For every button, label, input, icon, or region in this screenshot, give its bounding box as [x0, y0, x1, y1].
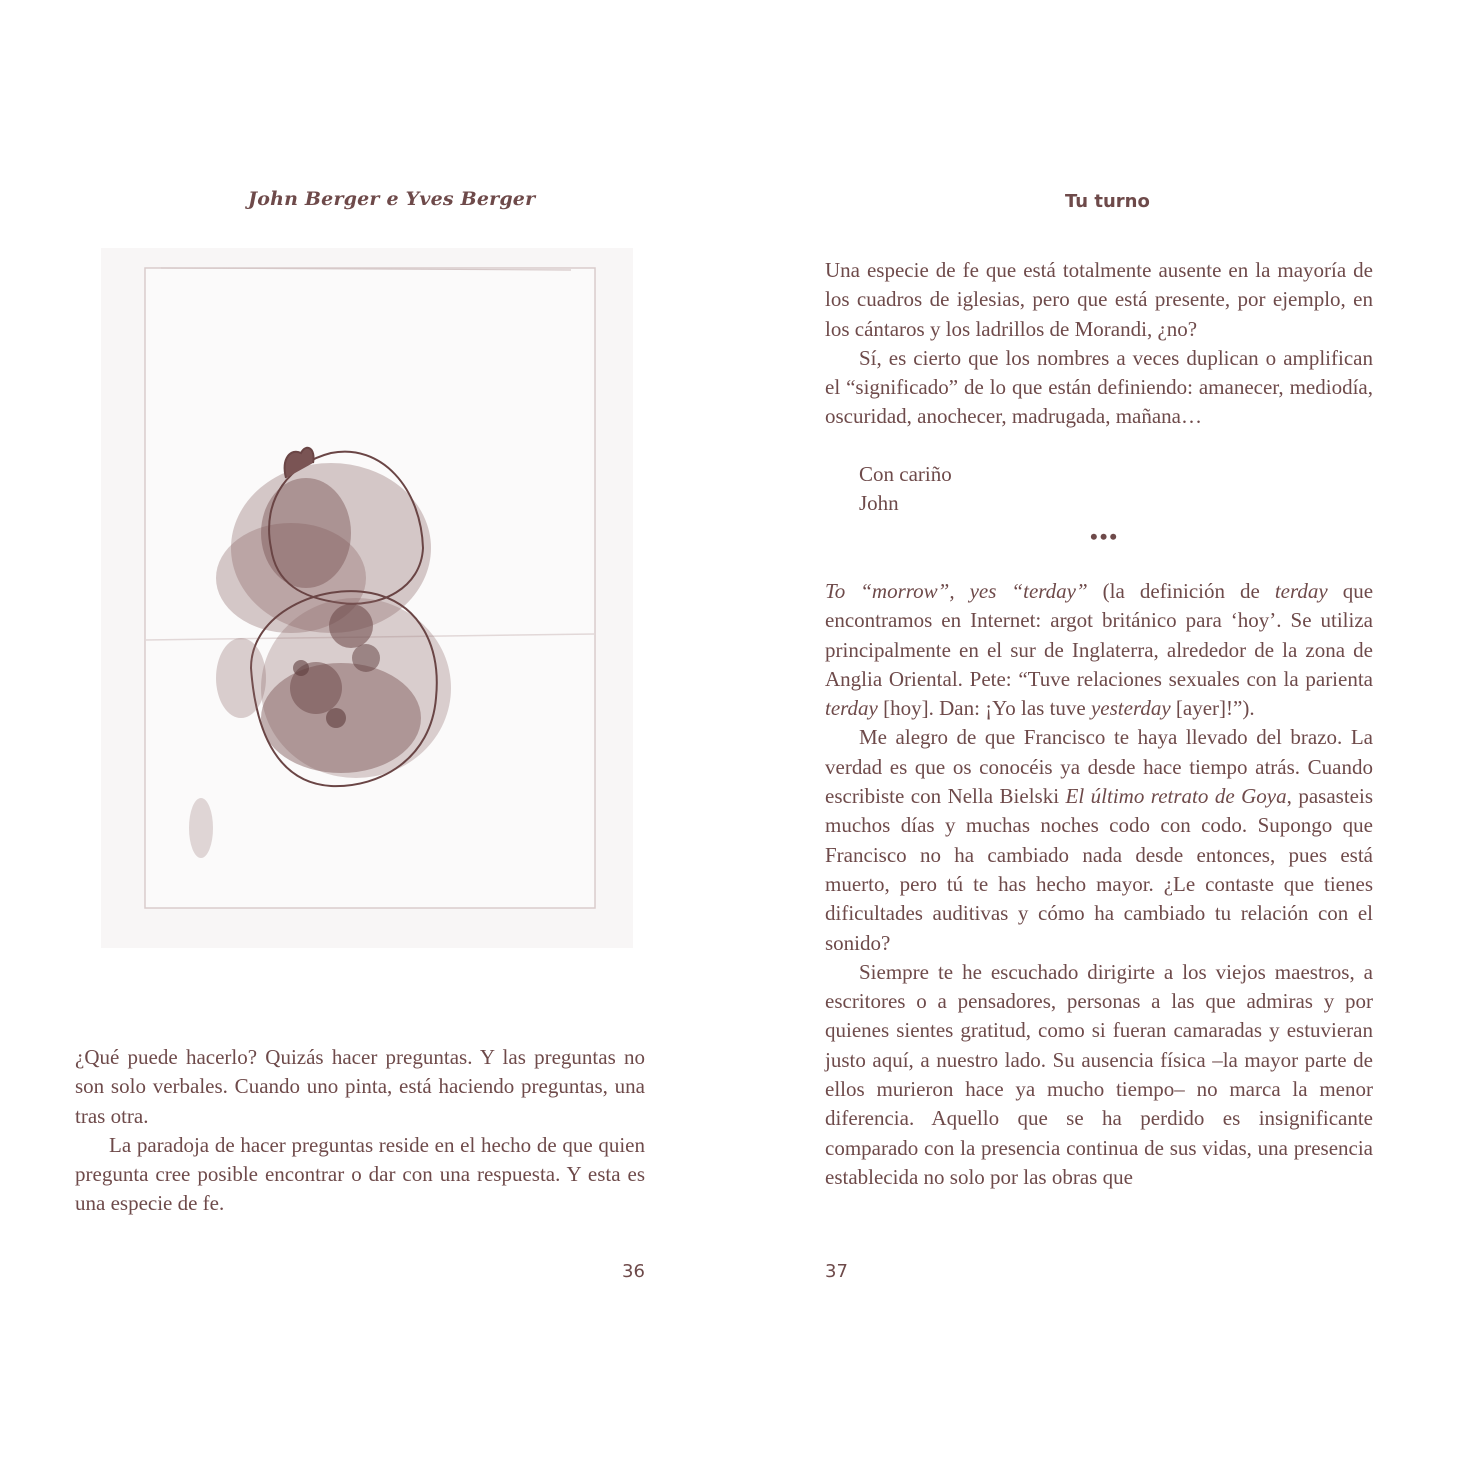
running-head-title: Tu turno [1065, 191, 1150, 212]
letter-signoff [859, 460, 952, 519]
italic-phrase: To “morrow”, yes “terday” [825, 579, 1088, 603]
text-run: [hoy]. Dan: ¡Yo las tuve [877, 696, 1091, 721]
italic-word: yesterday [1090, 696, 1171, 721]
page-number-left: 36 [622, 1261, 645, 1282]
left-paragraph-2: La paradoja de hacer preguntas reside en el hecho de que quien pregunta cree posible encontrar o dar con una respuesta. Y esta es una especie de fe. [75, 1132, 645, 1216]
right-paragraph-1: Una especie de fe que está totalmente ausente en la mayoría de los cuadros de iglesias, pero que está presente, por ejemplo, en los cántaros y los ladrillos de Morandi, ¿no? [825, 258, 1373, 341]
book-title: El último retrato de Goya [1065, 784, 1287, 809]
right-paragraph-4 [825, 723, 1373, 957]
right-body-text-bottom [825, 577, 1373, 1192]
right-paragraph-5: Siempre te he escuchado dirigirte a los viejos maestros, a escritores o a pensadores, personas a las que admiras y por quienes sientes gratitud, como si fueran camaradas y estuvieran justo aquí, a nuestro lado. Su ausencia física –la mayor parte de ellos murieron hace ya mucho tiempo– no marca la menor diferencia. Aquello que se ha perdido es insignificante comparado con la presencia continua de sus vidas, una presencia establecida no solo por las obras que [825, 959, 1373, 1189]
text-run: , pasasteis muchos días y muchas noches codo con codo. Supongo que Francisco no ha cambiado nada desde entonces, pues está muerto, pero tú te has hecho mayor. ¿Le contaste que tienes dificultades auditivas y cómo ha cambiado tu relación con el sonido? [825, 784, 1373, 955]
right-body-text-top [825, 256, 1373, 432]
closing-line: Con cariño [859, 462, 952, 486]
text-run: Me alegro de que Francisco te haya llevado del brazo. La verdad es que os conocéis ya desde hace tiempo atrás. Cuando escribiste con Nella Bielski [825, 725, 1373, 809]
section-separator: ••• [1090, 524, 1120, 549]
running-head-author: John Berger e Yves Berger [248, 188, 536, 210]
italic-word: terday [1274, 579, 1328, 603]
right-paragraph-3 [825, 577, 1373, 723]
text-run: [ayer]!”). [1170, 696, 1255, 721]
text-run: (la definición de [1087, 579, 1275, 603]
text-run: que encontramos en Internet: argot británico para ‘hoy’. Se utiliza principalmente en el sur de Inglaterra, alrededor de la zona de Anglia Oriental. Pete: “Tuve relaciones sexuales con la parienta [825, 579, 1374, 691]
page-number-right: 37 [825, 1261, 848, 1282]
signature-name: John [859, 491, 899, 516]
right-paragraph-2: Sí, es cierto que los nombres a veces duplican o amplifican el “significado” de lo que están definiendo: amanecer, mediodía, oscuridad, anochecer, madrugada, mañana… [825, 345, 1373, 429]
italic-word: terday [825, 696, 878, 721]
left-paragraph-1: ¿Qué puede hacerlo? Quizás hacer preguntas. Y las preguntas no son solo verbales. Cuando uno pinta, está haciendo preguntas, una tras otra. [75, 1045, 645, 1128]
